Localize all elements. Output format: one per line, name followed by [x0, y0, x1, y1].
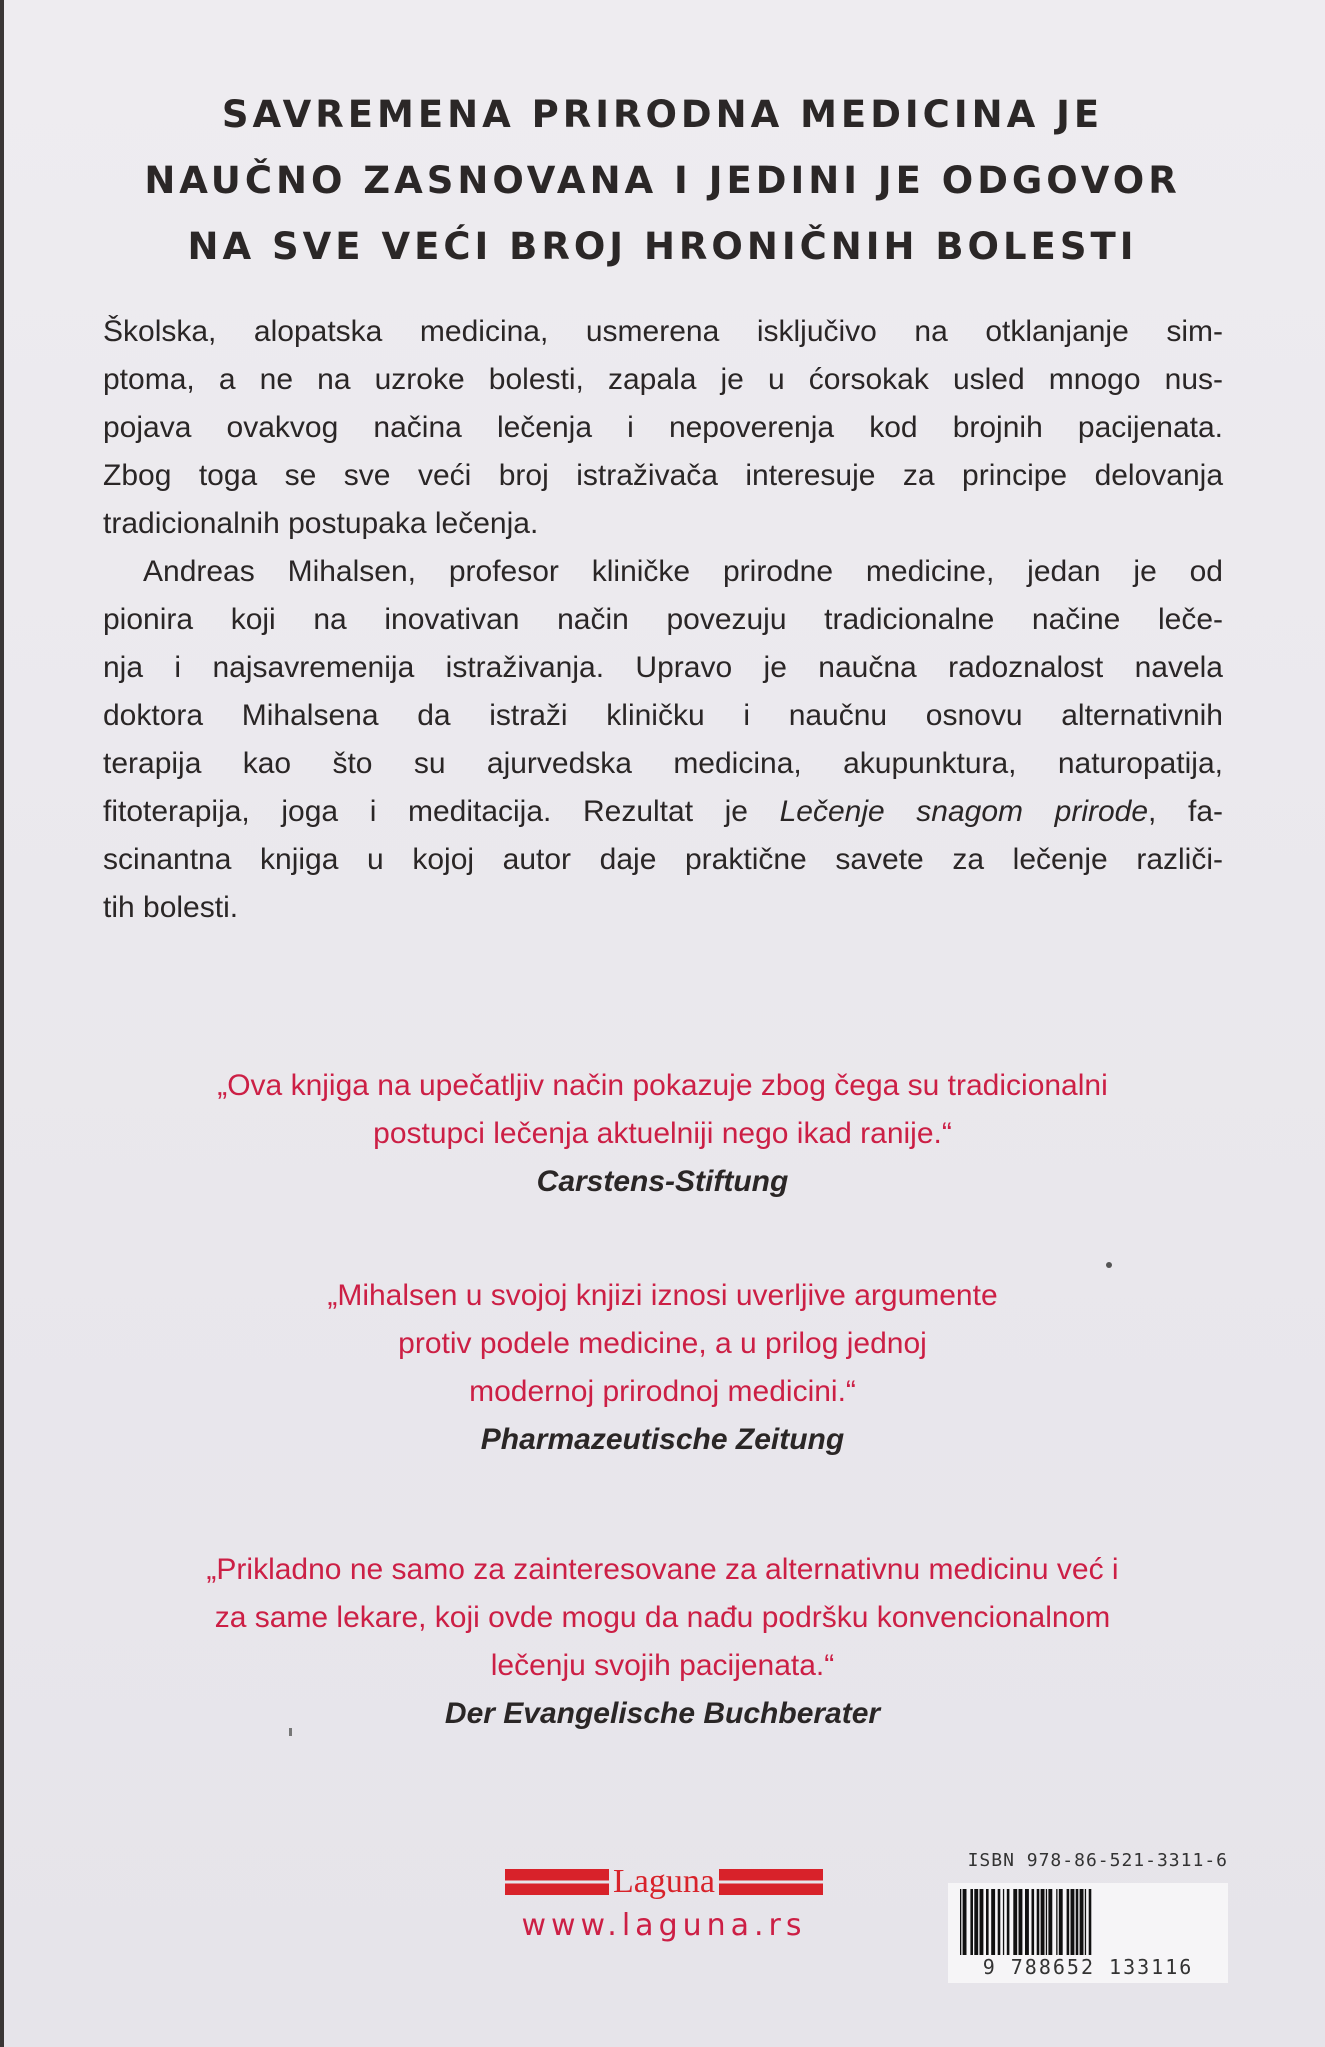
barcode-bar	[1007, 1889, 1010, 1955]
body-line: tradicionalnih postupaka lečenja.	[103, 507, 539, 540]
quote-carstens	[100, 1062, 1225, 1206]
barcode-bar	[998, 1889, 1001, 1955]
quote-pharmazeutische	[100, 1272, 1225, 1464]
body-line: pionira koji na inovativan način povezuju tradicionalne načine leče-	[103, 603, 1223, 636]
body-line: doktora Mihalsena da istraži kliničku i naučnu osnovu alternativnih	[103, 699, 1223, 732]
quote-line: protiv podele medicine, a u prilog jednoj	[398, 1327, 927, 1360]
body-text-segment: , fa-	[1148, 795, 1224, 828]
publisher-website: www.laguna.rs	[521, 1908, 807, 1943]
barcode-bar	[1019, 1889, 1023, 1955]
quote-line: postupci lečenja aktuelniji nego ikad ranije.“	[373, 1117, 952, 1150]
barcode-bar	[1013, 1889, 1017, 1955]
headline	[100, 82, 1225, 280]
barcode-bar	[1025, 1889, 1029, 1955]
quote-line: „Ova knjiga na upečatljiv način pokazuje zbog čega su tradicionalni	[217, 1069, 1108, 1102]
body-line: scinantna knjiga u kojoj autor daje praktične savete za lečenje različi-	[103, 843, 1223, 876]
quote-line: „Mihalsen u svojoj knjizi iznosi uverljive argumente	[327, 1279, 998, 1312]
barcode-bar	[1076, 1889, 1079, 1955]
body-line: terapija kao što su ajurvedska medicina, akupunktura, naturopatija,	[103, 747, 1223, 780]
book-title: Lečenje snagom prirode	[779, 795, 1149, 828]
barcode-bar	[1048, 1889, 1052, 1955]
isbn-label: ISBN 978-86-521-3311-6	[967, 1850, 1228, 1871]
barcode-bar	[1080, 1889, 1084, 1955]
headline-line: NA SVE VEĆI BROJ HRONIČNIH BOLESTI	[187, 225, 1138, 268]
logo-bars	[505, 1869, 609, 1895]
barcode-bar	[970, 1889, 973, 1955]
body-line: nja i najsavremenija istraživanja. Upravo je naučna radoznalost navela	[103, 651, 1223, 684]
barcode-digits: 9 788652 133116	[982, 1955, 1194, 1979]
barcode-bar	[1032, 1889, 1035, 1955]
speck	[1106, 1262, 1112, 1268]
description	[103, 308, 1223, 932]
barcode-bar	[986, 1889, 989, 1955]
quote-line: modernoj prirodnoj medicini.“	[469, 1375, 856, 1408]
barcode-bar	[1067, 1889, 1070, 1955]
barcode	[956, 1889, 1220, 1955]
barcode-area	[948, 1883, 1228, 1983]
barcode-bar	[974, 1889, 978, 1955]
quote-source: Carstens-Stiftung	[536, 1165, 789, 1198]
body-line: Andreas Mihalsen, profesor kliničke prirodne medicine, jedan je od	[143, 555, 1223, 588]
body-line: ptoma, a ne na uzroke bolesti, zapala je u ćorsokak usled mnogo nus-	[103, 363, 1223, 396]
isbn-block	[948, 1850, 1228, 1983]
barcode-bar	[1056, 1889, 1057, 1955]
quote-source: Der Evangelische Buchberater	[444, 1697, 881, 1730]
speck	[289, 1728, 292, 1736]
publisher-logo	[505, 1862, 823, 1902]
barcode-bar	[991, 1889, 995, 1955]
barcode-bar	[963, 1889, 967, 1955]
body-line: tih bolesti.	[103, 891, 239, 924]
barcode-bar	[1071, 1889, 1075, 1955]
barcode-bar	[1085, 1889, 1086, 1955]
body-line: Zbog toga se sve veći broj istraživača interesuje za principe delovanja	[103, 459, 1223, 492]
barcode-bar	[1041, 1889, 1045, 1955]
body-line: pojava ovakvog načina lečenja i nepoverenja kod brojnih pacijenata.	[103, 411, 1223, 444]
quote-line: za same lekare, koji ovde mogu da nađu podršku konvencionalnom	[214, 1601, 1111, 1634]
barcode-bar	[1046, 1889, 1047, 1955]
logo-bars	[719, 1869, 823, 1895]
barcode-bar	[960, 1889, 961, 1955]
quote-line: lečenju svojih pacijenata.“	[490, 1649, 835, 1682]
publisher-block	[505, 1862, 823, 1943]
quote-line: „Prikladno ne samo za zainteresovane za alternativnu medicinu već i	[206, 1553, 1119, 1586]
barcode-bar	[980, 1889, 984, 1955]
cover-edge	[0, 0, 4, 2047]
quote-source: Pharmazeutische Zeitung	[480, 1423, 845, 1456]
headline-line: SAVREMENA PRIRODNA MEDICINA JE	[221, 93, 1104, 136]
body-text-segment: fitoterapija, joga i meditacija. Rezultat je	[103, 795, 780, 828]
barcode-bar	[1003, 1889, 1004, 1955]
logo-text: Laguna	[613, 1863, 715, 1900]
barcode-bar	[1059, 1889, 1063, 1955]
barcode-bar	[1089, 1889, 1092, 1955]
quote-buchberater	[100, 1546, 1225, 1738]
headline-line: NAUČNO ZASNOVANA I JEDINI JE ODGOVOR	[144, 159, 1181, 202]
body-line: Školska, alopatska medicina, usmerena isključivo na otklanjanje sim-	[103, 315, 1223, 348]
body-line	[103, 788, 1223, 836]
barcode-bar	[1037, 1889, 1040, 1955]
